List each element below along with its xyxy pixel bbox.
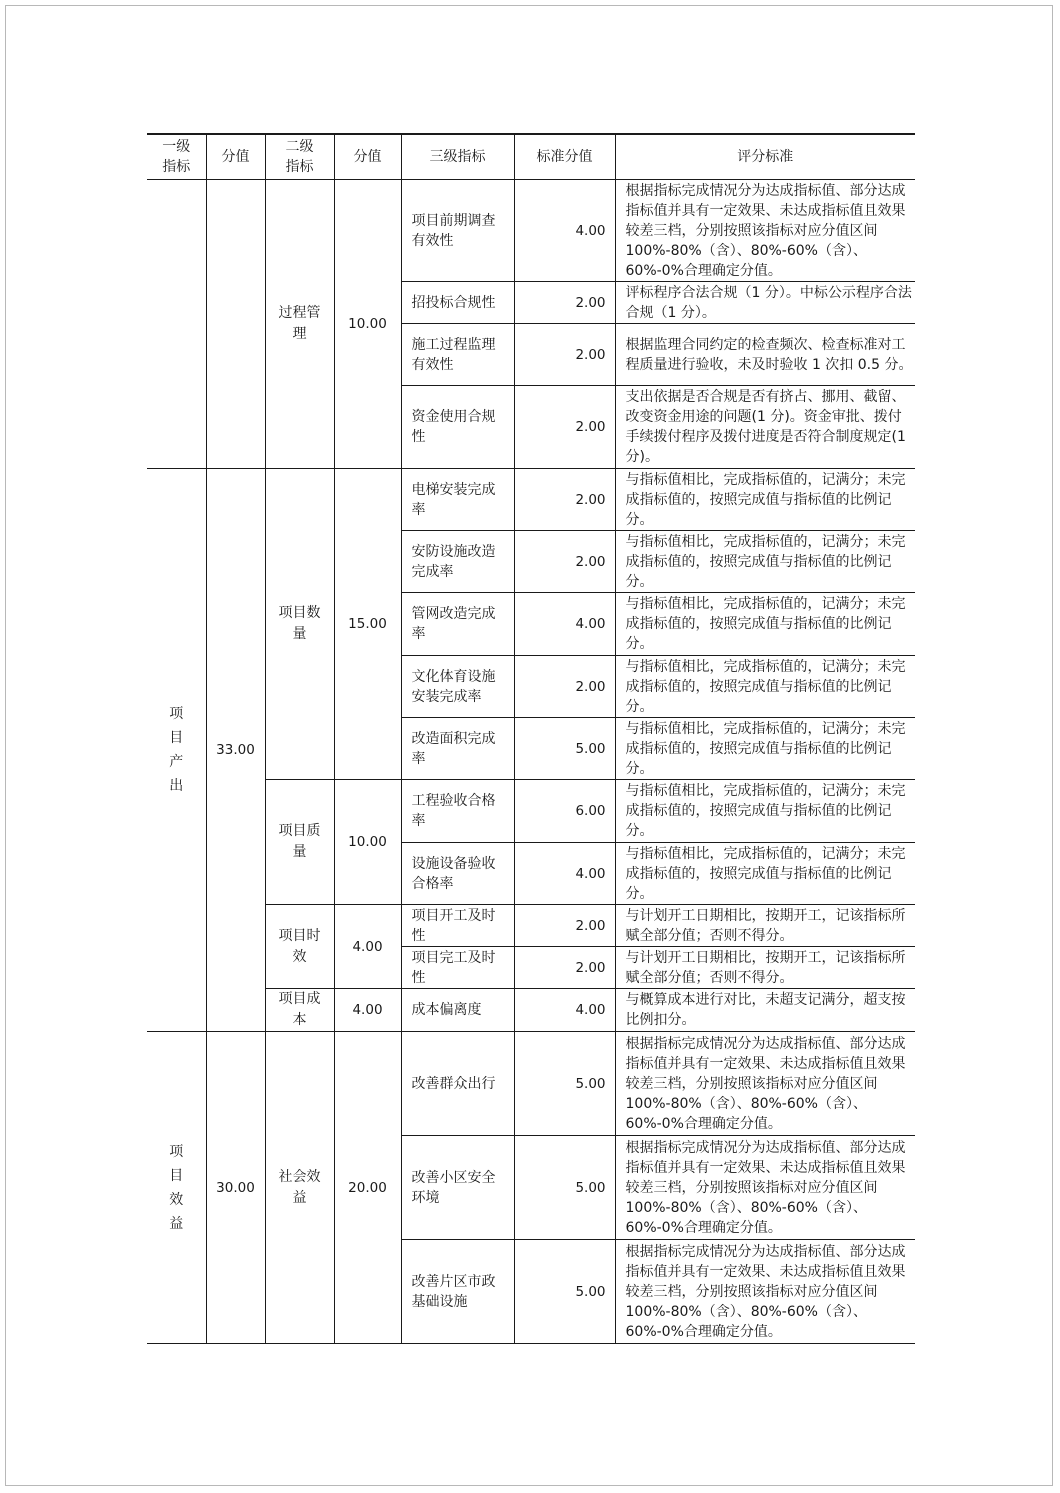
- header-level1-label: 一级 指标: [162, 139, 191, 175]
- header-level2-label: 二级 指标: [285, 139, 314, 175]
- level3-name: 工程验收合格率: [401, 780, 514, 843]
- criteria-text: 支出依据是否合规是否有挤占、挪用、截留、改变资金用途的问题(1 分)。资金审批、拨付手续拨付程序及拨付进度是否符合制度规定(1 分)。: [615, 386, 915, 469]
- level3-name: 成本偏离度: [401, 989, 514, 1032]
- criteria-text: 与指标值相比，完成指标值的，记满分；未完成指标值的，按照完成值与指标值的比例记分。: [615, 718, 915, 780]
- level3-name: 改造面积完成率: [401, 718, 514, 780]
- header-level2: [265, 134, 334, 180]
- level2-label: 项目时效: [278, 927, 321, 965]
- level1-cell: [147, 469, 206, 1032]
- level1-label: 项目效益: [169, 1143, 184, 1232]
- criteria-text: 与指标值相比，完成指标值的，记满分；未完成指标值的，按照完成值与指标值的比例记分。: [615, 593, 915, 656]
- standard-score: 2.00: [514, 469, 615, 531]
- criteria-text: 根据指标完成情况分为达成指标值、部分达成指标值并具有一定效果、未达成指标值且效果较差三档，分别按照该指标对应分值区间 100%-80%（含）、80%-60%（含）、60%-0%合理确定分值。: [615, 180, 915, 282]
- level3-name: 管网改造完成率: [401, 593, 514, 656]
- level2-cell: [265, 780, 334, 905]
- standard-score: 5.00: [514, 718, 615, 780]
- level2-label: 社会效益: [278, 1168, 321, 1206]
- criteria-text: 根据指标完成情况分为达成指标值、部分达成指标值并具有一定效果、未达成指标值且效果较差三档，分别按照该指标对应分值区间 100%-80%（含）、80%-60%（含）、60%-0%合理确定分值。: [615, 1136, 915, 1240]
- header-level1: [147, 134, 206, 180]
- level3-name: 项目开工及时性: [401, 905, 514, 947]
- standard-score: 4.00: [514, 989, 615, 1032]
- header-standard: 标准分值: [514, 134, 615, 180]
- criteria-text: 与指标值相比，完成指标值的，记满分；未完成指标值的，按照完成值与指标值的比例记分。: [615, 469, 915, 531]
- criteria-text: 与计划开工日期相比，按期开工，记该指标所赋全部分值；否则不得分。: [615, 947, 915, 989]
- standard-score: 4.00: [514, 180, 615, 282]
- standard-score: 5.00: [514, 1136, 615, 1240]
- standard-score: 6.00: [514, 780, 615, 843]
- level2-score-cell: 4.00: [334, 905, 401, 989]
- criteria-text: 根据监理合同约定的检查频次、检查标准对工程质量进行验收，未及时验收 1 次扣 0.5 分。: [615, 324, 915, 386]
- standard-score: 4.00: [514, 593, 615, 656]
- standard-score: 2.00: [514, 531, 615, 593]
- criteria-text: 评标程序合法合规（1 分）。中标公示程序合法合规（1 分）。: [615, 282, 915, 324]
- scoring-table: [147, 133, 915, 1344]
- criteria-text: 与概算成本进行对比，未超支记满分，超支按比例扣分。: [615, 989, 915, 1032]
- level1-cell: [147, 1032, 206, 1344]
- level3-name: 改善群众出行: [401, 1032, 514, 1136]
- header-level3: 三级指标: [401, 134, 514, 180]
- table-row: [147, 1032, 915, 1136]
- level2-cell: [265, 1032, 334, 1344]
- level3-name: 改善小区安全环境: [401, 1136, 514, 1240]
- standard-score: 5.00: [514, 1032, 615, 1136]
- level2-label: 项目数量: [278, 605, 321, 642]
- level1-score-cell: [206, 180, 265, 469]
- criteria-text: 与指标值相比，完成指标值的，记满分；未完成指标值的，按照完成值与指标值的比例记分。: [615, 531, 915, 593]
- level2-score-cell: 4.00: [334, 989, 401, 1032]
- standard-score: 2.00: [514, 905, 615, 947]
- criteria-text: 与指标值相比，完成指标值的，记满分；未完成指标值的，按照完成值与指标值的比例记分。: [615, 780, 915, 843]
- table-row: [147, 180, 915, 282]
- level2-score-cell: 10.00: [334, 180, 401, 469]
- level2-score-cell: 10.00: [334, 780, 401, 905]
- standard-score: 2.00: [514, 947, 615, 989]
- criteria-text: 与指标值相比，完成指标值的，记满分；未完成指标值的，按照完成值与指标值的比例记分。: [615, 656, 915, 718]
- header-score2: 分值: [334, 134, 401, 180]
- level1-score-cell: 30.00: [206, 1032, 265, 1344]
- level3-name: 施工过程监理有效性: [401, 324, 514, 386]
- standard-score: 4.00: [514, 843, 615, 905]
- level2-label: 项目成本: [278, 991, 321, 1028]
- level2-cell: [265, 469, 334, 780]
- level3-name: 招投标合规性: [401, 282, 514, 324]
- level3-name: 设施设备验收合格率: [401, 843, 514, 905]
- standard-score: 2.00: [514, 656, 615, 718]
- level1-cell: [147, 180, 206, 469]
- criteria-text: 根据指标完成情况分为达成指标值、部分达成指标值并具有一定效果、未达成指标值且效果较差三档，分别按照该指标对应分值区间 100%-80%（含）、80%-60%（含）、60%-0%合理确定分值。: [615, 1032, 915, 1136]
- criteria-text: 根据指标完成情况分为达成指标值、部分达成指标值并具有一定效果、未达成指标值且效果较差三档，分别按照该指标对应分值区间 100%-80%（含）、80%-60%（含）、60%-0%合理确定分值。: [615, 1240, 915, 1344]
- criteria-text: 与计划开工日期相比，按期开工，记该指标所赋全部分值；否则不得分。: [615, 905, 915, 947]
- standard-score: 5.00: [514, 1240, 615, 1344]
- header-row: [147, 134, 915, 180]
- level2-score-cell: 15.00: [334, 469, 401, 780]
- level3-name: 电梯安装完成率: [401, 469, 514, 531]
- level3-name: 项目前期调查有效性: [401, 180, 514, 282]
- level3-name: 文化体育设施安装完成率: [401, 656, 514, 718]
- standard-score: 2.00: [514, 386, 615, 469]
- level2-label: 过程管理: [278, 305, 321, 342]
- level2-cell: [265, 905, 334, 989]
- level1-score-cell: 33.00: [206, 469, 265, 1032]
- level1-label: 项目产出: [169, 706, 184, 794]
- criteria-text: 与指标值相比，完成指标值的，记满分；未完成指标值的，按照完成值与指标值的比例记分。: [615, 843, 915, 905]
- header-score1: 分值: [206, 134, 265, 180]
- level3-name: 安防设施改造完成率: [401, 531, 514, 593]
- level2-score-cell: 20.00: [334, 1032, 401, 1344]
- level3-name: 改善片区市政基础设施: [401, 1240, 514, 1344]
- table-row: [147, 469, 915, 531]
- standard-score: 2.00: [514, 324, 615, 386]
- level2-cell: [265, 180, 334, 469]
- level2-label: 项目质量: [278, 823, 321, 860]
- level3-name: 项目完工及时性: [401, 947, 514, 989]
- level2-cell: [265, 989, 334, 1032]
- level3-name: 资金使用合规性: [401, 386, 514, 469]
- standard-score: 2.00: [514, 282, 615, 324]
- header-criteria: 评分标准: [615, 134, 915, 180]
